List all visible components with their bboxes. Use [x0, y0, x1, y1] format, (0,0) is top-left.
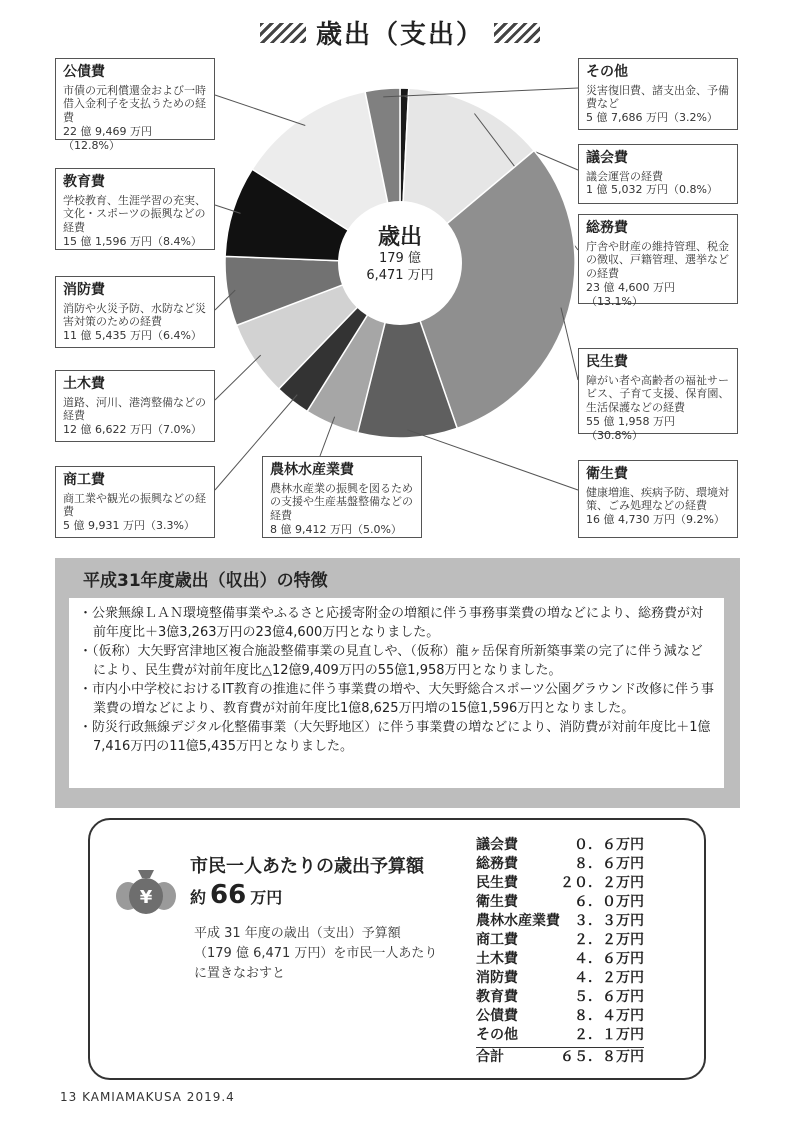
- pie-center-label: [338, 220, 462, 285]
- callout-somu: [578, 214, 738, 308]
- callout-gikai: [578, 144, 738, 204]
- callout-somu-label: 総務費: [586, 220, 628, 236]
- features-item: ・ 公衆無線ＬＡＮ環境整備事業やふるさと応援寄附金の増額に伴う事務事業費の増などにより、総務費が対前年度比＋3億3,263万円の23億4,600万円となりました。: [79, 604, 714, 642]
- callout-gikai-desc: 議会運営の経費: [586, 169, 663, 183]
- callout-sonota-label: その他: [586, 64, 628, 80]
- table-row: 民生費 ２０．２万円: [476, 875, 644, 891]
- callout-doboku-amount: 12 億 6,622 万円（7.0%）: [63, 423, 202, 436]
- callout-shobo-desc: 消防や火災予防、水防など災害対策のための経費: [63, 301, 206, 329]
- page-footer: 13 KAMIAMAKUSA 2019.4: [60, 1090, 235, 1104]
- callout-norin: [262, 456, 422, 538]
- table-row: 公債費 ８．４万円: [476, 1008, 644, 1024]
- pie-center-total-line1: 179 億: [379, 251, 421, 266]
- leader-line-minsei: [561, 308, 578, 380]
- callout-kosai: [55, 58, 215, 152]
- callout-sonota: [578, 58, 738, 130]
- table-row: 商工費 ２．２万円: [476, 932, 644, 948]
- table-row: 議会費 ０．６万円: [476, 837, 644, 853]
- callout-somu-amount: 23 億 4,600 万円（13.1%）: [586, 280, 675, 308]
- pie-center-total-line2: 6,471 万円: [366, 267, 434, 283]
- callout-sonota-desc: 災害復旧費、諸支出金、予備費など: [586, 83, 729, 111]
- callout-kosai-amount: 22 億 9,469 万円（12.8%）: [63, 124, 152, 152]
- table-row: 衛生費 ６．０万円: [476, 894, 644, 910]
- callout-eisei-label: 衛生費: [586, 466, 628, 482]
- pie-center-title: 歳出: [377, 225, 422, 250]
- callout-somu-desc: 庁舎や財産の維持管理、税金の徴収、戸籍管理、選挙などの経費: [586, 239, 729, 280]
- money-bag-yen-symbol: ¥: [139, 887, 153, 908]
- callout-kosai-label: 公債費: [63, 64, 105, 80]
- features-item: ・ 防災行政無線デジタル化整備事業（大矢野地区）に伴う事業費の増などにより、消防費が対前年度比＋1億7,416万円の11億5,435万円となりました。: [79, 718, 714, 756]
- callout-shoko: [55, 466, 215, 538]
- callout-kyoiku-label: 教育費: [63, 174, 105, 190]
- per-capita-description: 平成 31 年度の歳出（支出）予算額（179 億 6,471 万円）を市民一人あたりに置きなおすと: [194, 926, 438, 981]
- per-capita-value: [190, 880, 282, 910]
- callout-norin-amount: 8 億 9,412 万円（5.0%）: [270, 522, 402, 536]
- table-row: 総務費 ８．６万円: [476, 856, 644, 872]
- callout-minsei-label: 民生費: [586, 354, 628, 370]
- features-list: [79, 604, 714, 756]
- callout-shoko-label: 商工費: [63, 472, 105, 488]
- table-row: その他 ２．１万円: [476, 1027, 644, 1043]
- callout-norin-label: 農林水産業費: [270, 462, 354, 478]
- per-capita-prefix: 約: [190, 888, 207, 907]
- callout-kyoiku-desc: 学校教育、生涯学習の充実、文化・スポーツの振興などの経費: [63, 193, 206, 234]
- callout-sonota-amount: 5 億 7,686 万円（3.2%）: [586, 111, 718, 124]
- callout-doboku-label: 土木費: [63, 376, 105, 392]
- per-capita-box: [88, 818, 706, 1080]
- money-bag-icon: [114, 856, 178, 916]
- table-row: 消防費 ４．２万円: [476, 970, 644, 986]
- features-item: ・ 市内小中学校におけるIT教育の推進に伴う事業費の増や、大矢野総合スポーツ公園グラウンド改修に伴う事業費の増などにより、教育費が対前年度比1億8,625万円増の15億1,596万円となりました。: [79, 680, 714, 718]
- table-row: 教育費 ５．６万円: [476, 989, 644, 1005]
- callout-minsei: [578, 348, 738, 442]
- per-capita-title: 市民一人あたりの歳出予算額: [190, 856, 424, 877]
- callout-shobo-amount: 11 億 5,435 万円（6.4%）: [63, 329, 202, 342]
- callout-doboku: [55, 370, 215, 442]
- callout-shobo-label: 消防費: [63, 282, 105, 298]
- callout-shobo: [55, 276, 215, 348]
- page-title: 歳出（支出）: [315, 20, 484, 50]
- features-section: [55, 558, 740, 808]
- features-item: ・ （仮称）大矢野宮津地区複合施設整備事業の見直しや、（仮称）龍ヶ岳保育所新築事業の完了に伴う減などにより、民生費が対前年度比△12億9,409万円の55億1,958万円となりました。: [79, 642, 714, 680]
- table-total-row: 合計 ６５．８万円: [476, 1049, 644, 1065]
- per-capita-number: 66: [210, 880, 247, 910]
- callout-kyoiku: [55, 168, 215, 250]
- callout-shoko-amount: 5 億 9,931 万円（3.3%）: [63, 519, 195, 532]
- per-capita-unit: 万円: [250, 888, 283, 907]
- callout-eisei-amount: 16 億 4,730 万円（9.2%）: [586, 513, 725, 526]
- callout-gikai-label: 議会費: [586, 150, 628, 166]
- leader-line-doboku: [215, 355, 261, 400]
- leader-line-eisei: [407, 430, 578, 490]
- per-capita-table: [476, 836, 644, 1067]
- features-title: 平成31年度歳出（収出）の特徴: [83, 571, 328, 591]
- callout-doboku-desc: 道路、河川、港湾整備などの経費: [63, 395, 206, 423]
- callout-eisei: [578, 460, 738, 538]
- callout-norin-desc: 農林水産業の振興を図るための支援や生産基盤整備などの経費: [270, 481, 413, 522]
- callout-kosai-desc: 市債の元利償還金および一時借入金利子を支払うための経費: [63, 83, 206, 124]
- table-row: 土木費 ４．６万円: [476, 951, 644, 967]
- table-row: 農林水産業費 ３．３万円: [476, 913, 644, 929]
- callout-shoko-desc: 商工業や観光の振興などの経費: [63, 491, 206, 519]
- features-body: [69, 598, 724, 788]
- callout-minsei-desc: 障がい者や高齢者の福祉サービス、子育て支援、保育園、生活保護などの経費: [586, 373, 730, 414]
- callout-eisei-desc: 健康増進、疾病予防、環境対策、ごみ処理などの経費: [586, 485, 729, 513]
- callout-kyoiku-amount: 15 億 1,596 万円（8.4%）: [63, 234, 202, 248]
- leader-line-kosai: [215, 95, 305, 125]
- callout-minsei-amount: 55 億 1,958 万円（30.8%）: [586, 414, 675, 442]
- callout-gikai-amount: 1 億 5,032 万円（0.8%）: [586, 183, 718, 197]
